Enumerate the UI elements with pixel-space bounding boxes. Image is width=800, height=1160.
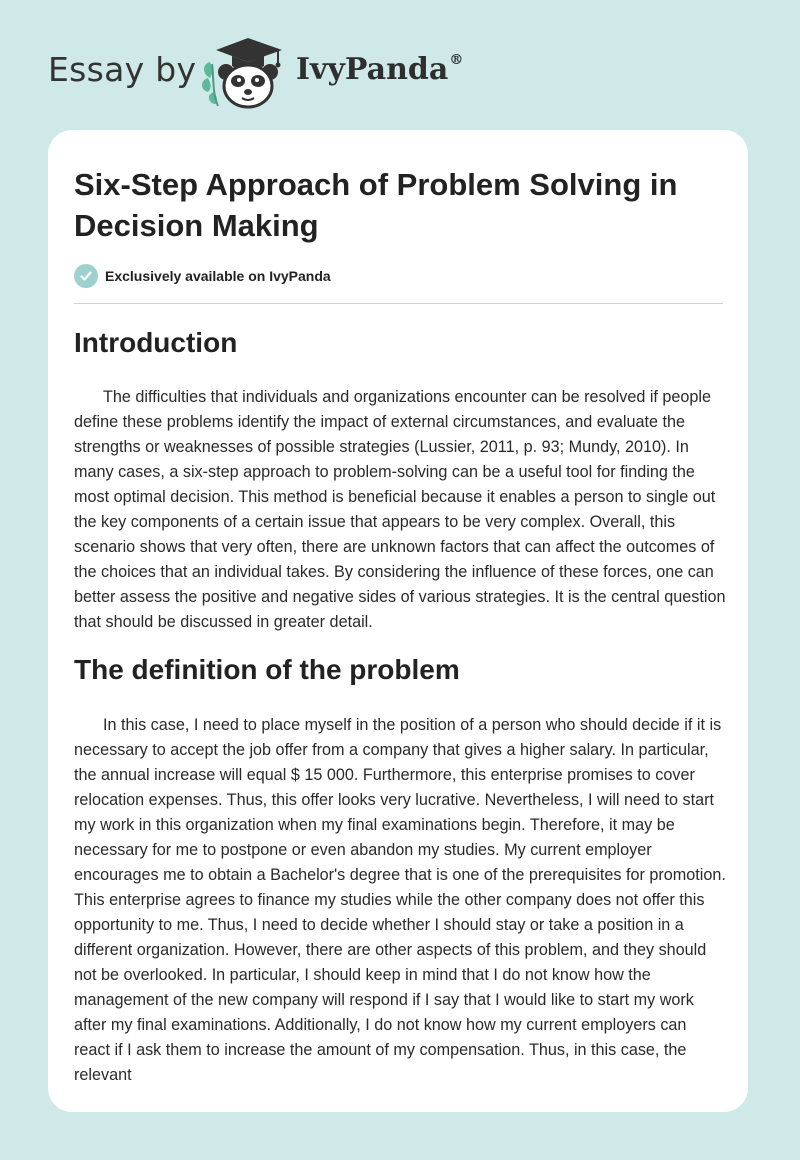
essay-title: Six-Step Approach of Problem Solving in Decision Making <box>74 167 678 243</box>
section-heading-introduction: Introduction <box>74 327 238 358</box>
section-paragraph-definition: In this case, I need to place myself in the position of a person who should decide if it is necessary to accept the job offer from a company that gives a higher salary. In particular, the annual increase will equal $ 15 000. Furthermore, this enterprise promises to cover relocation expenses. Thus, this offer looks very lucrative. Nevertheless, I will need to start my work in this organization when my final examinations begin. Therefore, it may be necessary for me to postpone or even abandon my studies. My current employer encourages me to obtain a Bachelor's degree that is one of the prerequisites for promotion. This enterprise agrees to finance my studies while the other company does not offer this opportunity to me. Thus, I need to decide whether I should stay or take a position in a different organization. However, there are other aspects of this problem, and they should not be overlooked. In particular, I should keep in mind that I do not know how the management of the new company will respond if I say that I would like to start my work after my final examinations. Additionally, I do not know how my current employers can react if I ask them to increase the amount of my compensation. Thus, in this case, the relevant <box>74 716 726 1084</box>
check-icon <box>74 264 98 288</box>
title-divider <box>74 303 723 304</box>
site-header <box>0 0 800 130</box>
ivypanda-logo-icon[interactable] <box>198 34 294 110</box>
brand-name: IvyPanda <box>296 52 449 87</box>
registered-mark: ® <box>449 52 464 68</box>
essay-by-label: Essay by <box>48 50 197 89</box>
essay-card <box>48 130 748 1112</box>
section-paragraph-introduction: The difficulties that individuals and organizations encounter can be resolved if people define these problems identify the impact of external circumstances, and evaluate the strengths or weaknesses of possible strategies (Lussier, 2011, p. 93; Mundy, 2010). In many cases, a six-step approach to problem-solving can be a useful tool for finding the most optimal decision. This method is beneficial because it enables a person to single out the key components of a certain issue that appears to be very complex. Overall, this scenario shows that very often, there are unknown factors that can affect the outcomes of the choices that an individual takes. By considering the influence of these forces, one can better assess the positive and negative sides of various strategies. It is the central question that should be discussed in greater detail. <box>74 388 726 631</box>
brand-logo-text[interactable] <box>296 52 463 87</box>
section-heading-definition: The definition of the problem <box>74 654 460 685</box>
exclusive-label: Exclusively available on IvyPanda <box>105 268 331 284</box>
exclusive-badge <box>74 263 331 289</box>
